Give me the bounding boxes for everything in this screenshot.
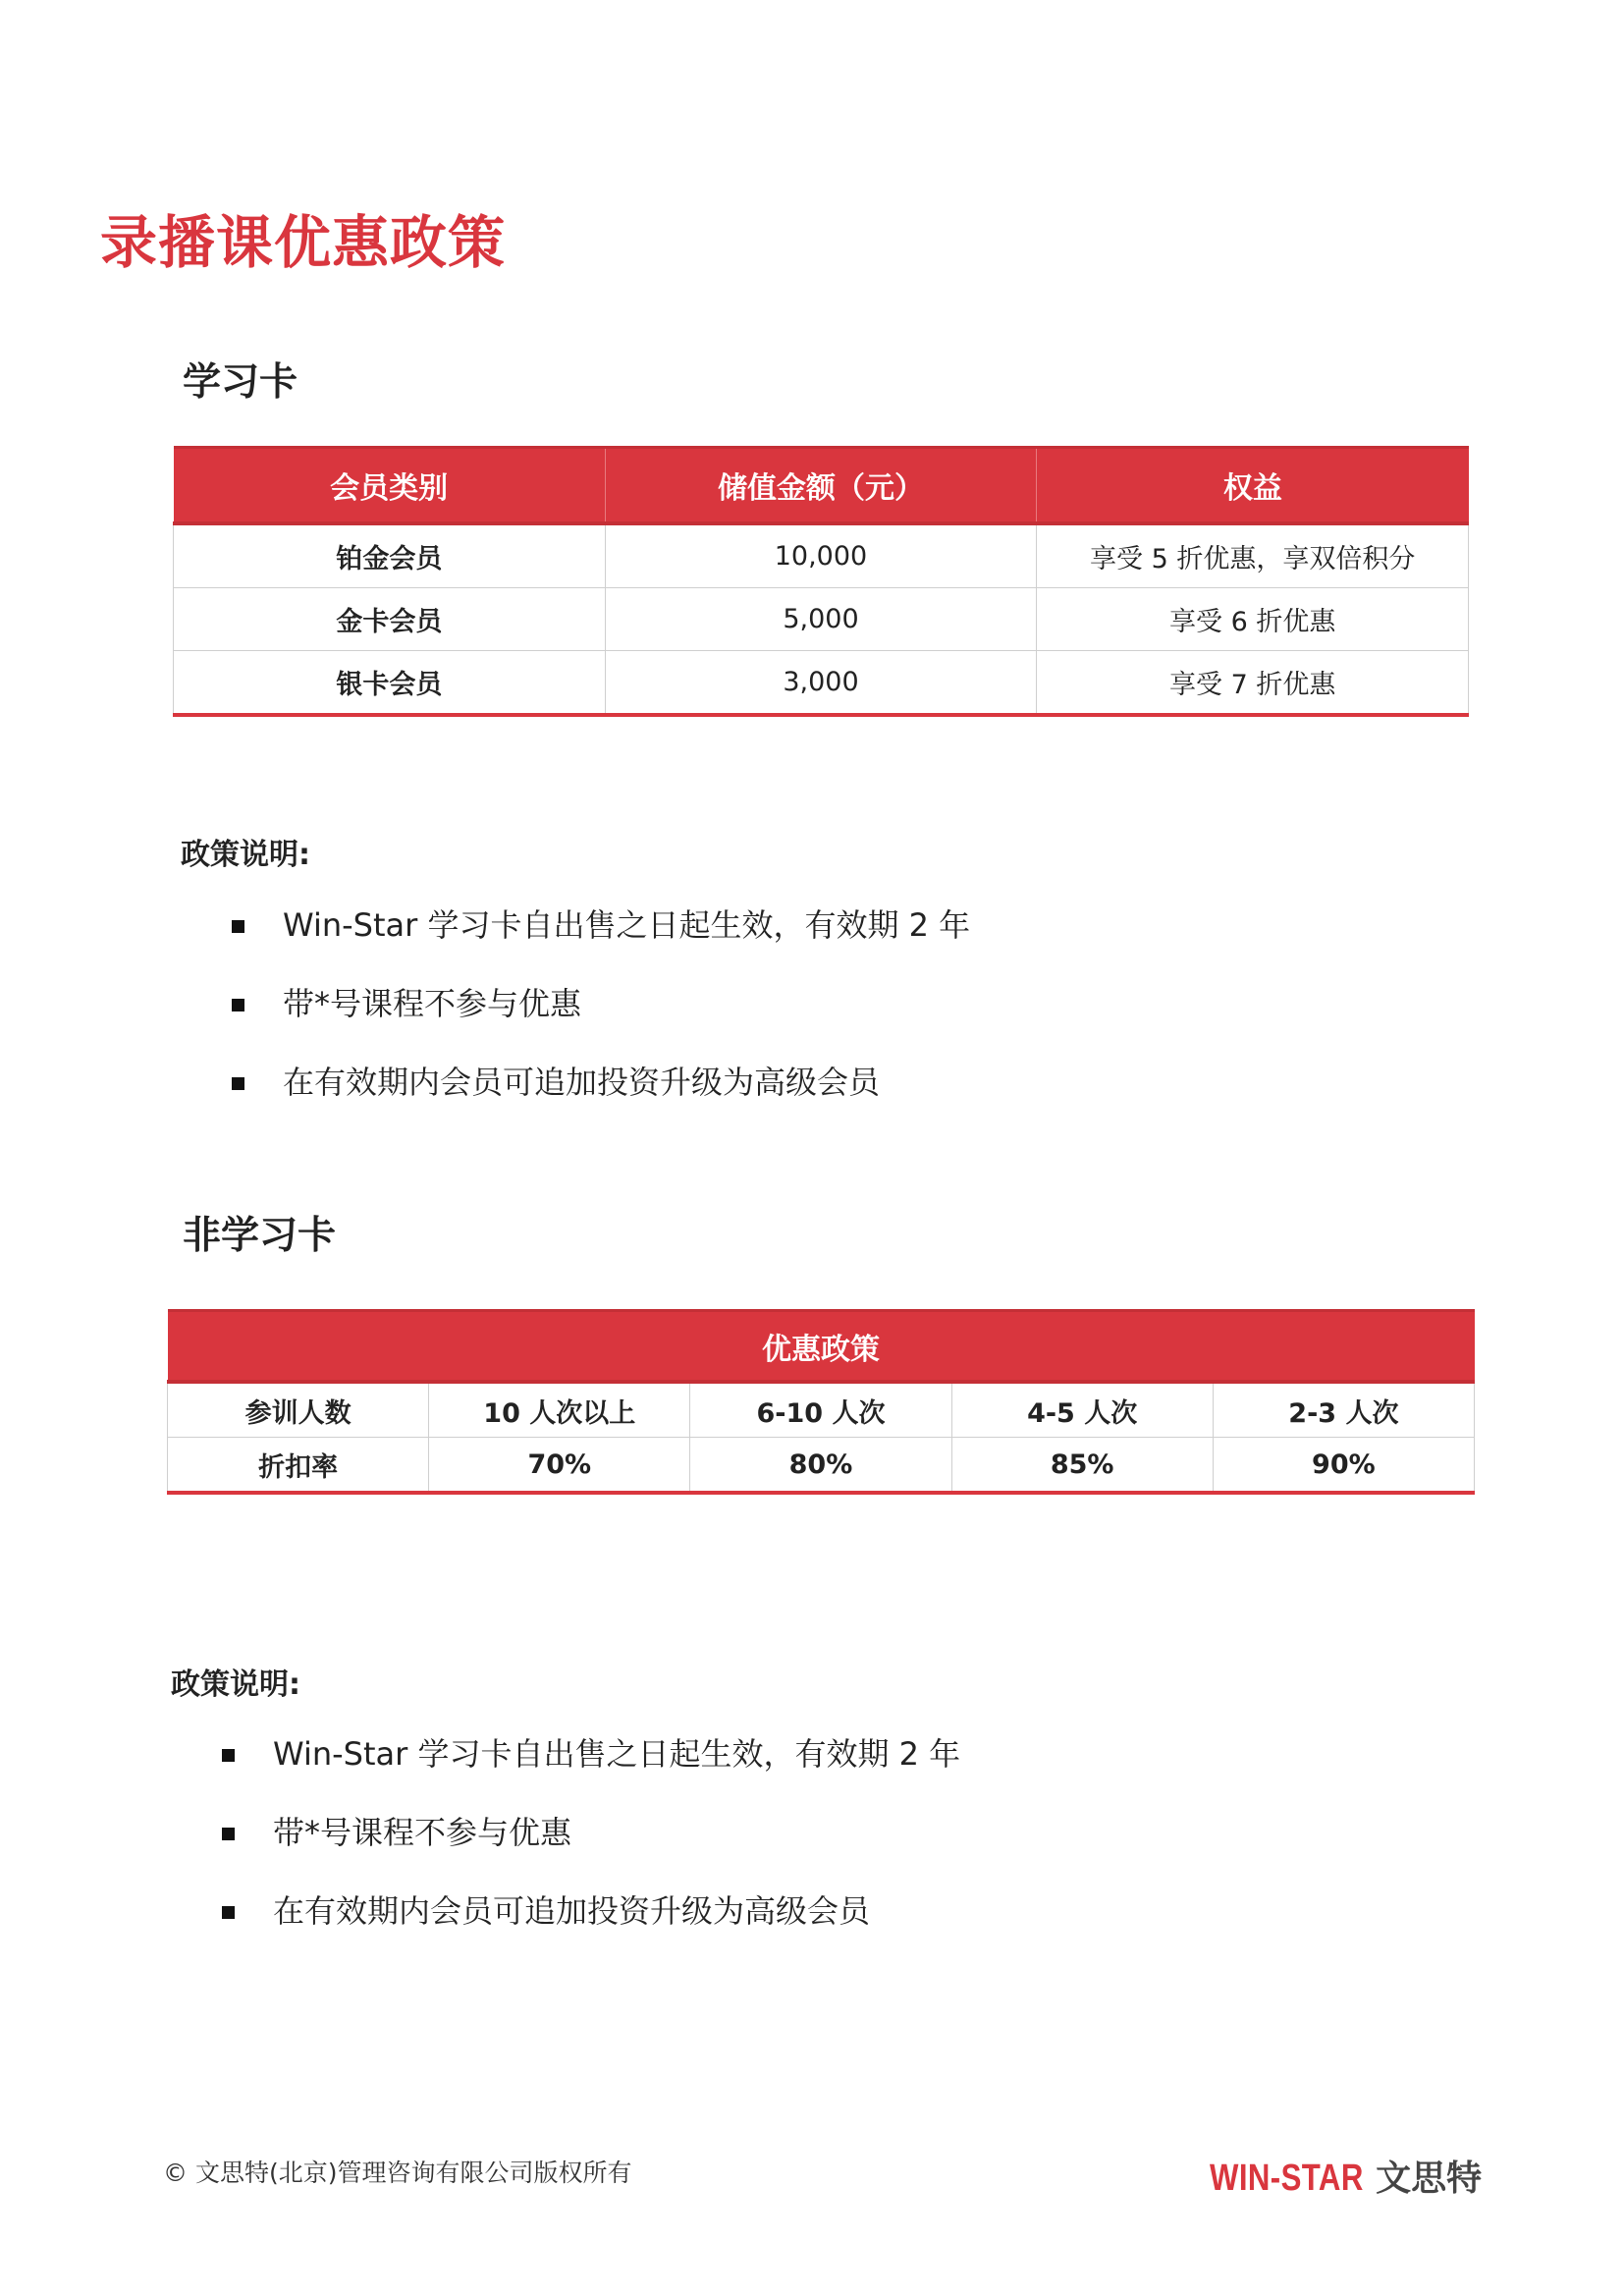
list-item: 带*号课程不参与优惠 [232, 964, 970, 1043]
win-star-logo [1210, 2151, 1482, 2201]
bullet-square-icon [232, 920, 244, 933]
list-item: 在有效期内会员可追加投资升级为高级会员 [222, 1872, 960, 1950]
discount-cell: 80% [690, 1438, 951, 1494]
member-type-cell: 金卡会员 [174, 588, 606, 651]
discount-cell: 90% [1213, 1438, 1474, 1494]
participants-label-cell: 参训人数 [168, 1382, 429, 1438]
page-title: 录播课优惠政策 [100, 209, 507, 276]
study-card-table [173, 446, 1469, 717]
header-discount-policy: 优惠政策 [168, 1311, 1475, 1383]
policy-notes-title: 政策说明: [171, 1667, 300, 1702]
participants-cell: 4-5 人次 [951, 1382, 1213, 1438]
table-row [174, 588, 1469, 651]
table-header-row [168, 1311, 1475, 1383]
participants-cell: 10 人次以上 [429, 1382, 690, 1438]
logo-text-en: WIN-STAR [1210, 2158, 1364, 2199]
list-item: 在有效期内会员可追加投资升级为高级会员 [232, 1043, 970, 1121]
policy-notes-list [222, 1715, 960, 1950]
logo-text-cn: 文思特 [1376, 2159, 1483, 2199]
table-header-row [174, 448, 1469, 524]
bullet-square-icon [232, 1077, 244, 1090]
discount-cell: 85% [951, 1438, 1213, 1494]
bullet-square-icon [232, 999, 244, 1011]
participants-cell: 2-3 人次 [1213, 1382, 1474, 1438]
participants-cell: 6-10 人次 [690, 1382, 951, 1438]
section-title-non-study-card: 非学习卡 [183, 1214, 337, 1258]
amount-cell: 3,000 [605, 651, 1037, 716]
non-study-card-table [167, 1309, 1475, 1495]
table-row [168, 1382, 1475, 1438]
list-item: Win-Star 学习卡自出售之日起生效，有效期 2 年 [232, 886, 970, 964]
footer-copyright: © 文思特(北京)管理咨询有限公司版权所有 [163, 2159, 632, 2187]
amount-cell: 5,000 [605, 588, 1037, 651]
header-benefits: 权益 [1037, 448, 1469, 524]
table-row [168, 1438, 1475, 1494]
member-type-cell: 银卡会员 [174, 651, 606, 716]
bullet-square-icon [222, 1749, 235, 1762]
member-type-cell: 铂金会员 [174, 523, 606, 588]
policy-notes-list [232, 886, 970, 1121]
amount-cell: 10,000 [605, 523, 1037, 588]
discount-label-cell: 折扣率 [168, 1438, 429, 1494]
section-title-study-card: 学习卡 [183, 360, 298, 405]
bullet-square-icon [222, 1828, 235, 1840]
benefit-cell: 享受 5 折优惠，享双倍积分 [1037, 523, 1469, 588]
list-item: Win-Star 学习卡自出售之日起生效，有效期 2 年 [222, 1715, 960, 1793]
discount-cell: 70% [429, 1438, 690, 1494]
benefit-cell: 享受 6 折优惠 [1037, 588, 1469, 651]
table-row [174, 651, 1469, 716]
table-row [174, 523, 1469, 588]
header-member-type: 会员类别 [174, 448, 606, 524]
bullet-square-icon [222, 1906, 235, 1919]
list-item: 带*号课程不参与优惠 [222, 1793, 960, 1872]
policy-notes-title: 政策说明: [181, 838, 310, 872]
benefit-cell: 享受 7 折优惠 [1037, 651, 1469, 716]
header-stored-amount: 储值金额（元） [605, 448, 1037, 524]
